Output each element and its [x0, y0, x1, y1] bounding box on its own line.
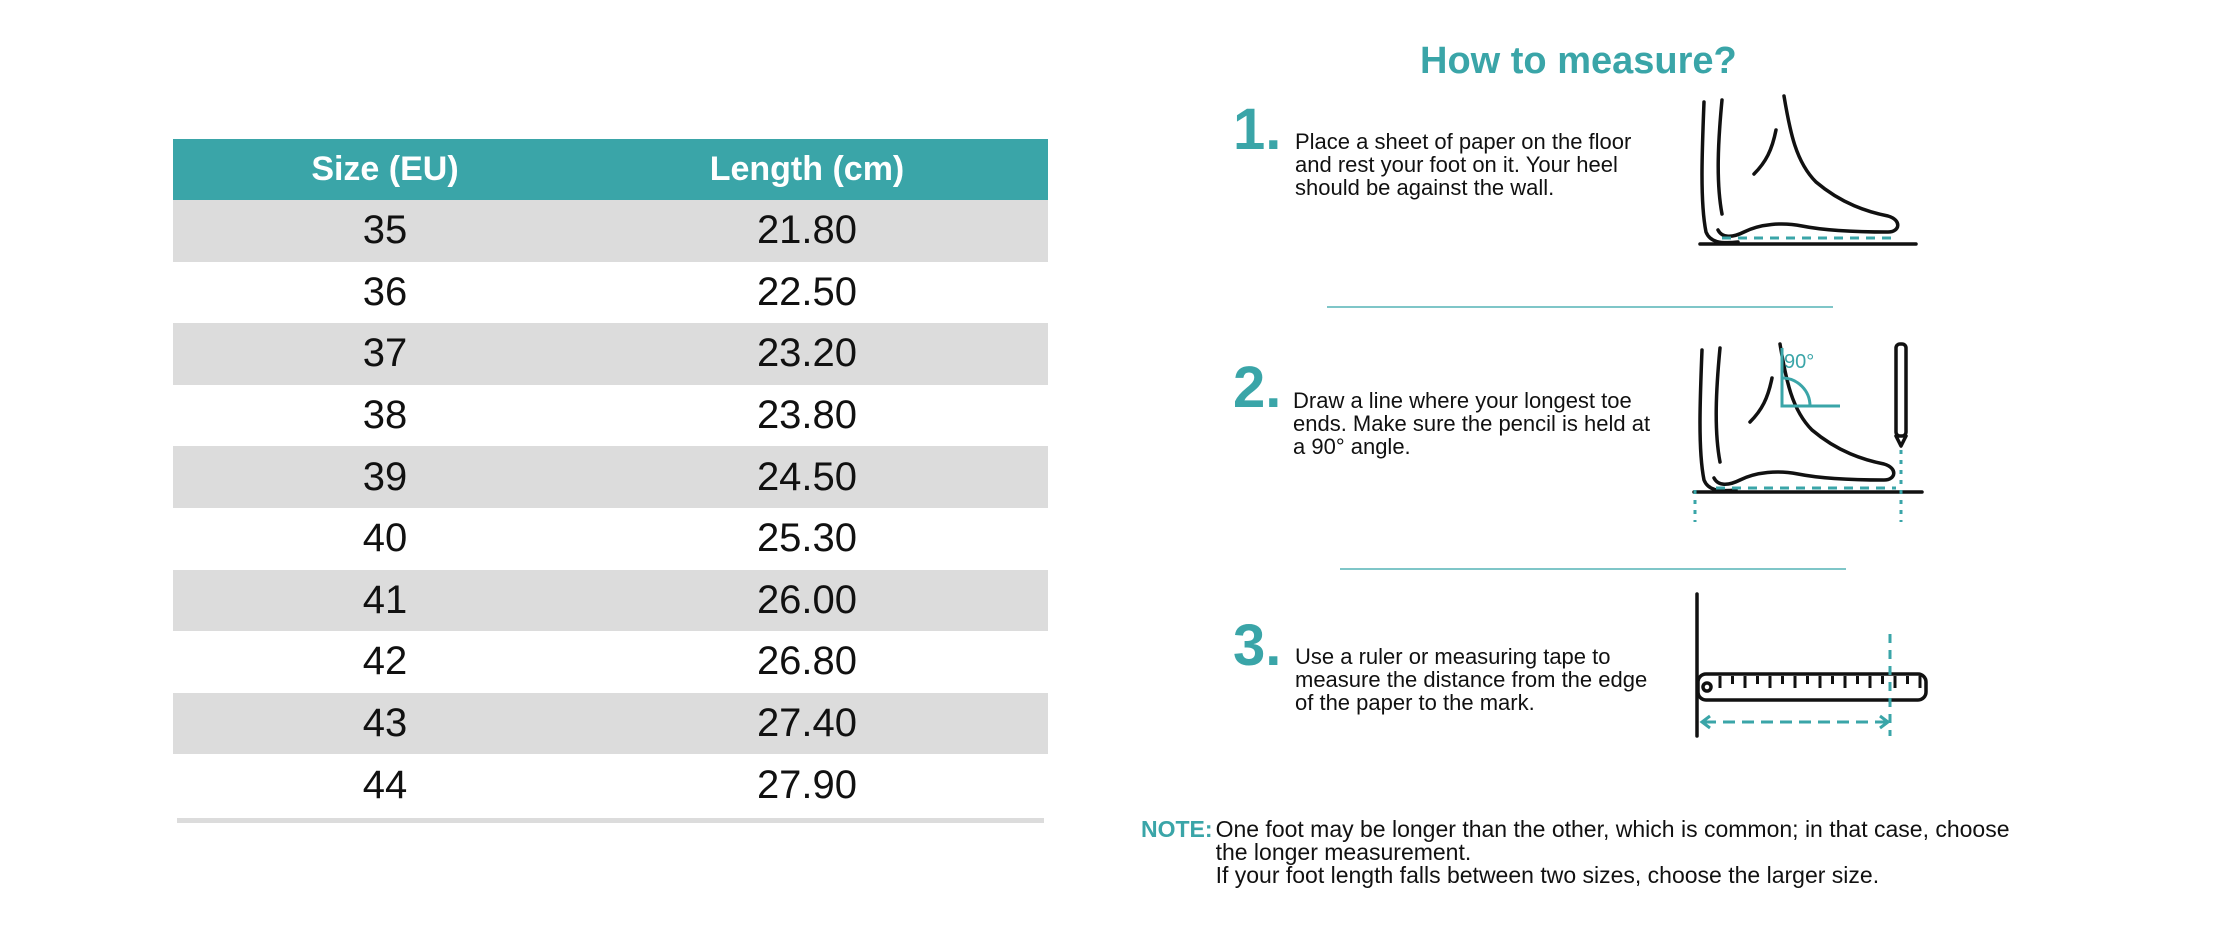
- table-row: [173, 262, 1048, 324]
- divider-1: [1327, 306, 1833, 308]
- length-cell: 23.20: [756, 331, 858, 376]
- step-1-number: 1.: [1233, 97, 1282, 162]
- length-cell: 24.50: [756, 454, 858, 499]
- note-body: [1216, 818, 2036, 887]
- angle-label: 90°: [1784, 351, 1815, 373]
- guide-title: How to measure?: [1420, 40, 1737, 82]
- size-chart-table: [173, 139, 1048, 823]
- table-row: [173, 385, 1048, 447]
- table-row: [173, 754, 1048, 816]
- note-line-1: One foot may be longer than the other, which is common; in that case, choose the longer measurement.: [1215, 816, 2010, 865]
- table-row: [173, 446, 1048, 508]
- table-row: [173, 570, 1048, 632]
- size-cell: 37: [362, 331, 408, 376]
- step-2-text: Draw a line where your longest toe ends. Make sure the pencil is held at a 90° angle.: [1293, 388, 1651, 459]
- length-column-header: Length (cm): [709, 150, 905, 188]
- foot-pencil-90-degree-icon: [1690, 340, 1940, 530]
- table-row: [173, 508, 1048, 570]
- note: [1141, 818, 2036, 887]
- length-cell: 23.80: [756, 393, 858, 438]
- table-header: [173, 139, 1048, 200]
- table-row: [173, 200, 1048, 262]
- length-cell: 21.80: [756, 208, 858, 253]
- size-cell: 36: [362, 269, 408, 314]
- ruler-measure-icon: [1690, 590, 1940, 740]
- table-row: [173, 631, 1048, 693]
- size-cell: 43: [362, 701, 408, 746]
- measure-guide: [1100, 0, 2200, 948]
- foot-on-paper-icon: [1692, 92, 1922, 248]
- size-cell: 41: [362, 577, 408, 622]
- size-cell: 44: [362, 762, 408, 807]
- length-cell: 27.90: [756, 762, 858, 807]
- length-cell: 25.30: [756, 516, 858, 561]
- size-cell: 42: [362, 639, 408, 684]
- step-1-text: Place a sheet of paper on the floor and rest your foot on it. Your heel should be against the wall.: [1295, 129, 1632, 200]
- table-row: [173, 693, 1048, 755]
- length-cell: 26.00: [756, 577, 858, 622]
- note-label: NOTE:: [1141, 816, 1213, 842]
- step-3-text: Use a ruler or measuring tape to measure the distance from the edge of the paper to the mark.: [1295, 644, 1648, 715]
- table-bottom-rule: [177, 818, 1044, 823]
- length-cell: 26.80: [756, 639, 858, 684]
- divider-2: [1340, 568, 1846, 570]
- size-cell: 40: [362, 516, 408, 561]
- size-cell: 39: [362, 454, 408, 499]
- length-cell: 22.50: [756, 269, 858, 314]
- size-cell: 38: [362, 393, 408, 438]
- table-body: [173, 200, 1048, 816]
- length-cell: 27.40: [756, 701, 858, 746]
- step-3-number: 3.: [1233, 613, 1282, 678]
- note-line-2: If your foot length falls between two sizes, choose the larger size.: [1215, 862, 1880, 888]
- size-cell: 35: [362, 208, 408, 253]
- table-row: [173, 323, 1048, 385]
- size-column-header: Size (EU): [311, 150, 459, 188]
- step-2-number: 2.: [1233, 355, 1282, 420]
